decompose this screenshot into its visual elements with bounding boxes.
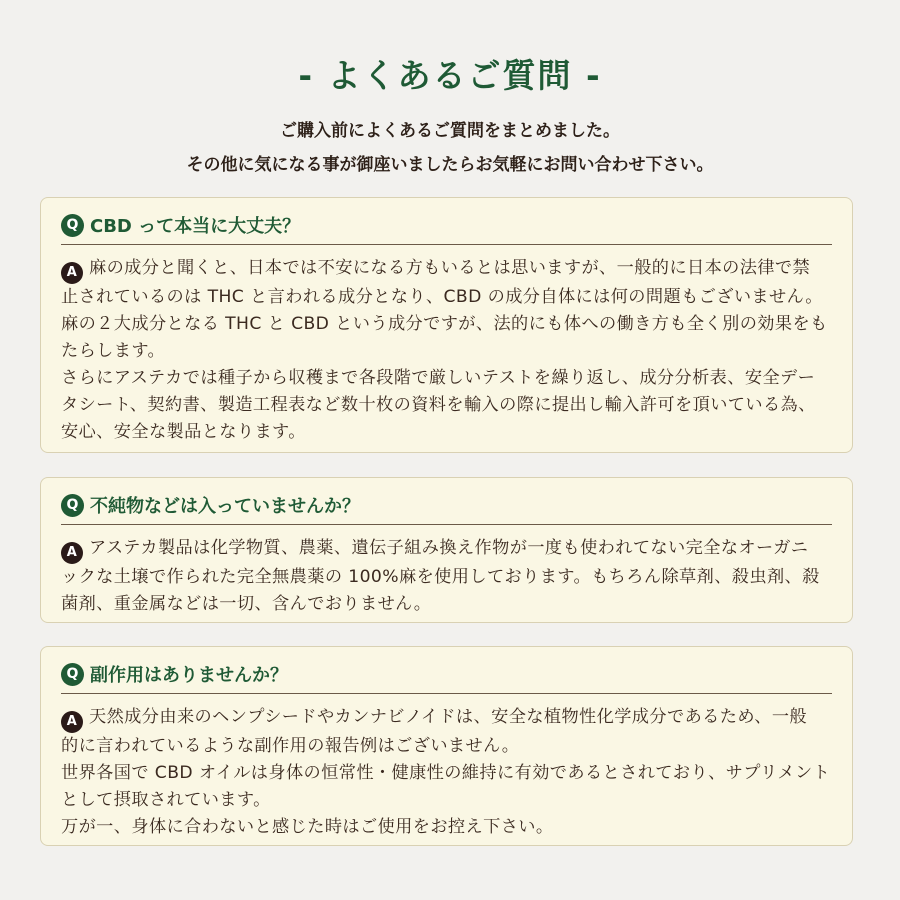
- intro-line-2: その他に気になる事が御座いましたらお気軽にお問い合わせ下さい。: [186, 155, 714, 175]
- answer-line-text: 万が一、身体に合わないと感じた時はご使用をお控え下さい。: [61, 816, 554, 837]
- question-text: CBD って本当に大丈夫？: [90, 216, 301, 237]
- answer-line-text: 麻の２大成分となる THC と CBD という成分ですが、法的にも体への働き方も全く別の効果をも: [61, 313, 828, 334]
- answer-line: [61, 419, 832, 446]
- answer-line: [61, 787, 832, 814]
- answer-line-text: 麻の成分と聞くと、日本では不安になる方もいるとは思いますが、一般的に日本の法律で禁: [89, 258, 811, 278]
- question-row: [61, 210, 832, 245]
- answer-line-text: ックな土壌で作られた完全無農薬の 100%麻を使用しております。もちろん除草剤、殺虫剤、殺: [61, 566, 820, 587]
- answer-line: [61, 704, 832, 733]
- q-icon: Q: [61, 663, 84, 686]
- answer-line-text: 安心、安全な製品となります。: [61, 421, 306, 442]
- a-icon: A: [61, 542, 83, 564]
- faq-card: [40, 646, 853, 846]
- answer-line-text: 的に言われているような副作用の報告例はございません。: [61, 735, 520, 756]
- answer-line-text: タシート、契約書、製造工程表など数十枚の資料を輸入の際に提出し輸入許可を頂いている為、: [61, 394, 816, 415]
- question-text: 副作用はありませんか？: [90, 665, 288, 686]
- answer-line-text: 菌剤、重金属などは一切、含んでおりません。: [61, 593, 432, 614]
- q-icon: Q: [61, 494, 84, 517]
- answer: [61, 255, 832, 446]
- answer-line: [61, 733, 832, 760]
- answer-line-text: 天然成分由来のヘンプシードやカンナビノイドは、安全な植物性化学成分であるため、一般: [89, 707, 807, 727]
- answer-line: [61, 760, 832, 787]
- answer-line-text: 止されているのは THC と言われる成分となり、CBD の成分自体には何の問題もございません。: [61, 286, 823, 307]
- answer: [61, 704, 832, 841]
- faq-card: [40, 197, 853, 453]
- question-row: [61, 490, 832, 525]
- intro-line-1: ご購入前によくあるご質問をまとめました。: [280, 121, 620, 141]
- answer-line: [61, 564, 832, 591]
- q-icon: Q: [61, 214, 84, 237]
- answer-line: [61, 284, 832, 311]
- answer-line: [61, 814, 832, 841]
- answer-line: [61, 535, 832, 564]
- answer-line: [61, 255, 832, 284]
- answer-line: [61, 338, 832, 365]
- question-row: [61, 659, 832, 694]
- answer-line: [61, 591, 832, 618]
- a-icon: A: [61, 711, 83, 733]
- a-icon: A: [61, 262, 83, 284]
- answer: [61, 535, 832, 618]
- answer-line: [61, 392, 832, 419]
- answer-line: [61, 365, 832, 392]
- page-title: - よくあるご質問 -: [298, 56, 602, 95]
- answer-line-text: アステカ製品は化学物質、農薬、遺伝子組み換え作物が一度も使われてない完全なオーガニ: [89, 538, 809, 558]
- answer-line-text: として摂取されています。: [61, 789, 271, 810]
- answer-line: [61, 311, 832, 338]
- question-text: 不純物などは入っていませんか？: [90, 496, 360, 517]
- answer-line-text: 世界各国で CBD オイルは身体の恒常性・健康性の維持に有効であるとされており、サプリメント: [61, 762, 831, 783]
- faq-card: [40, 477, 853, 623]
- answer-line-text: たらします。: [61, 340, 166, 361]
- answer-line-text: さらにアステカでは種子から収穫まで各段階で厳しいテストを繰り返し、成分分析表、安全デー: [61, 367, 816, 388]
